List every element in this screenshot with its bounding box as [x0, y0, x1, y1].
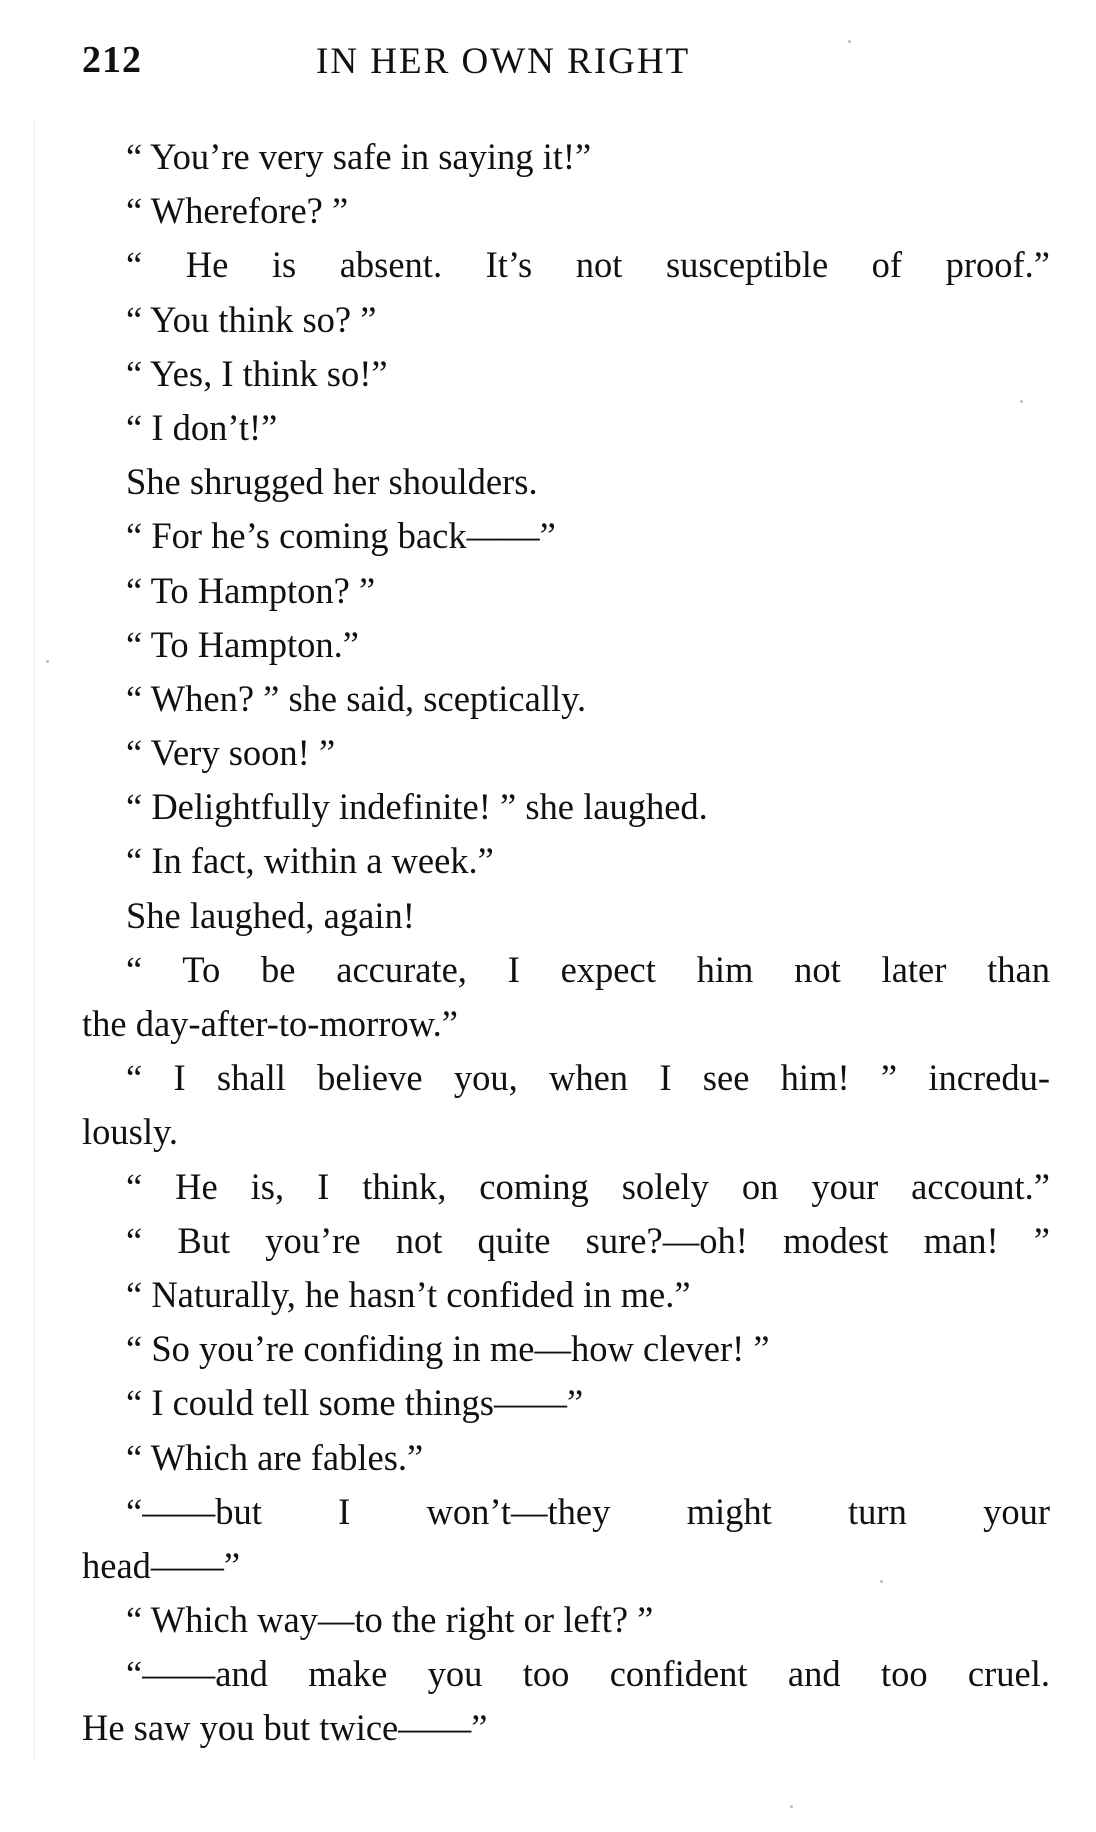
text-line: “ He is absent. It’s not susceptible of proof.” — [126, 244, 1050, 286]
text-line: “——but I won’t—they might turn your — [126, 1490, 1050, 1532]
text-line: “ To Hampton.” — [126, 623, 359, 665]
paper-speck — [1020, 400, 1023, 403]
text-line: “ For he’s coming back——” — [126, 515, 556, 557]
text-line: “ I don’t!” — [126, 406, 278, 448]
text-line: “ To be accurate, I expect him not later than — [126, 948, 1050, 990]
text-line: “ He is, I think, coming solely on your account.” — [126, 1165, 1050, 1207]
paper-speck — [790, 1805, 793, 1808]
page-number: 212 — [82, 39, 142, 81]
text-line: “ So you’re confiding in me—how clever! ” — [126, 1328, 770, 1370]
text-line: “ Delightfully indefinite! ” she laughed. — [126, 786, 708, 828]
text-line: “ Naturally, he hasn’t confided in me.” — [126, 1273, 691, 1315]
paper-speck — [848, 40, 851, 43]
text-line: “ Very soon! ” — [126, 732, 336, 774]
text-line: head——” — [82, 1544, 241, 1586]
text-line: “ Which are fables.” — [126, 1436, 424, 1478]
text-line: “ You think so? ” — [126, 298, 377, 340]
running-head — [82, 38, 1052, 90]
text-line: “——and make you too confident and too cruel. — [126, 1653, 1050, 1695]
text-line: “ I shall believe you, when I see him! ” incredu- — [126, 1057, 1050, 1099]
text-line: “ Wherefore? ” — [126, 190, 349, 232]
text-line: She shrugged her shoulders. — [126, 461, 538, 503]
text-line: “ You’re very safe in saying it!” — [126, 136, 592, 177]
text-line: lously. — [82, 1111, 178, 1153]
text-line: “ I could tell some things——” — [126, 1382, 584, 1424]
running-title: IN HER OWN RIGHT — [316, 41, 691, 82]
text-line: He saw you but twice——” — [82, 1707, 488, 1749]
paper-speck — [46, 660, 49, 663]
text-line: “ To Hampton? ” — [126, 569, 376, 611]
text-line: “ Yes, I think so!” — [126, 352, 388, 394]
text-line: the day-after-to-morrow.” — [82, 1003, 458, 1044]
page-edge-shadow — [34, 120, 35, 1760]
paper-speck — [880, 1580, 883, 1583]
body-text — [82, 130, 1050, 1756]
text-line: She laughed, again! — [126, 894, 415, 936]
text-line: “ In fact, within a week.” — [126, 840, 494, 882]
text-line: “ But you’re not quite sure?—oh! modest man! ” — [126, 1219, 1050, 1261]
text-line: “ Which way—to the right or left? ” — [126, 1599, 654, 1641]
text-line: “ When? ” she said, sceptically. — [126, 677, 587, 719]
